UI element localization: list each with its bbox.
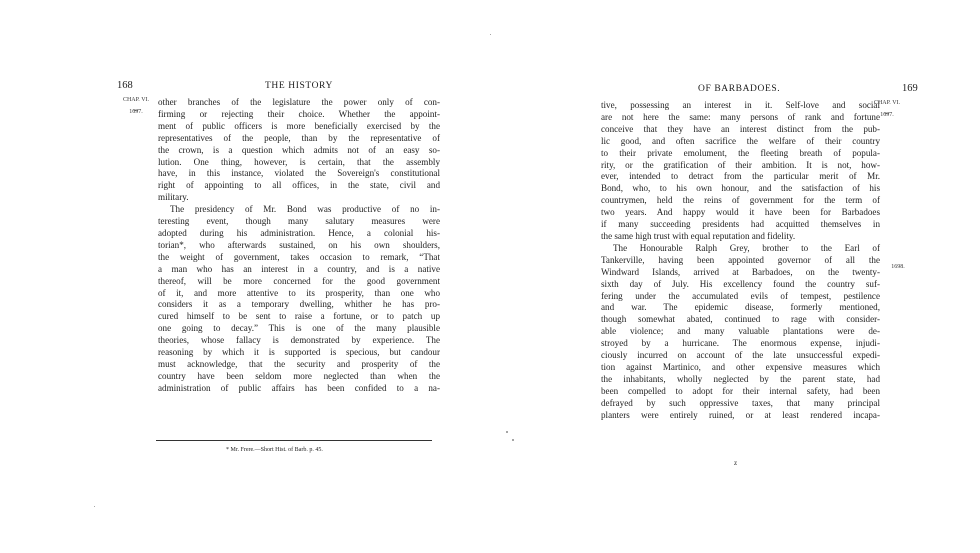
footnote-rule [156,440,432,441]
text-line: rity, or the gratification of their ambition. It is not, how- [601,159,880,170]
text-line: military. [158,192,189,203]
scan-speck [94,506,95,507]
text-line: teresting event, though many salutary measures were [158,216,440,227]
text-line: conceive that they have an interest distinct from the pub- [601,123,880,134]
brace-icon: ⏟ [884,105,890,114]
text-line: one going to decay.” This is one of the many plausible [158,323,440,334]
margin-chapter: CHAP. VI. [873,100,901,106]
text-line: tion against Martinico, and other expensive measures which [601,361,880,372]
text-line: right of appointing to all offices, in the state, civil and [158,180,440,191]
text-line: country have been seldom more neglected than when the [158,370,440,381]
text-line: lic good, and often sacrifice the welfare of their country [601,135,880,146]
text-line: defrayed by such oppressive taxes, that many principal [601,397,880,408]
text-line: the crown, is a question which admits not of an easy so- [158,144,440,155]
text-line: stroyed by a hurricane. The enormous expense, injudi- [601,338,880,349]
scan-speck [512,439,514,441]
text-line: Bond, who, to his own honour, and the satisfaction of his [601,183,880,194]
text-line: considers it as a temporary dwelling, whither he has pro- [158,299,440,310]
text-line: fering under the accumulated evils of tempest, pestilence [601,290,880,301]
text-line: the same high trust with equal reputation and fidelity. [601,230,796,241]
text-line: The presidency of Mr. Bond was productive of no in- [170,204,440,215]
text-line: though somewhat abated, continued to rage with consider- [601,314,880,325]
text-line: theories, whose fallacy is demonstrated by experience. The [158,335,440,346]
text-line: ment of public officers is more beneficially exercised by the [158,120,440,131]
text-line: are not here the same: many persons of rank and fortune [601,111,880,122]
text-line: sixth day of July. His excellency found the country suf- [601,278,880,289]
text-line: been compelled to adopt for their internal safety, had been [601,385,880,396]
body-text [601,100,880,421]
text-line: torian*, who afterwards sustained, on his own shoulders, [158,239,440,250]
text-line: must acknowledge, that the security and prosperity of the [158,358,440,369]
text-line: tive, possessing an interest in it. Self-love and social [601,100,880,110]
body-text [158,97,440,395]
text-line: Tankerville, having been appointed governor of all the [601,254,880,265]
text-line: if many succeeding presidents had acquitted themselves in [601,219,880,230]
text-line: ciously incurred on account of the late unsuccessful expedi- [601,350,880,361]
margin-note [116,97,156,116]
page-number: 169 [902,83,918,94]
text-line: firming or rejecting their choice. Whether the appoint- [158,108,440,119]
text-line: have, in this instance, violated the Sovereign's constitutional [158,168,440,179]
text-line: able violence; and many valuable plantations were de- [601,326,880,337]
text-line: to their private emolument, the fleeting breath of popula- [601,147,880,158]
text-line: and war. The epidemic disease, formerly mentioned, [601,302,880,313]
text-line: reasoning by which it is supported is specious, but candour [158,347,440,358]
margin-year: 1697. [129,109,143,115]
text-line: representatives of the people, than by the representative of [158,132,440,143]
text-line: cured himself to be sent to raise a fortune, or to patch up [158,311,440,322]
text-line: countrymen, held the reins of government for the term of [601,195,880,206]
text-line: administration of public affairs has been confided to a na- [158,382,440,393]
text-line: adopted during his administration. Hence, a colonial his- [158,227,440,238]
footnote: * Mr. Frere.—Short Hist. of Barb. p. 45. [226,447,323,453]
margin-year-2: 1698. [891,264,905,270]
scan-speck [490,34,491,35]
text-line: a man who has an interest in a country, and is a native [158,263,440,274]
text-line: other branches of the legislature the power only of con- [158,97,440,107]
running-head: OF BARBADOES. [698,84,781,94]
text-line: the inhabitants, wholly neglected by the parent state, had [601,373,880,384]
text-line: of it, and more attentive to its prosperity, than one who [158,287,440,298]
text-line: lution. One thing, however, is certain, that the assembly [158,156,440,167]
text-line: the weight of government, takes occasion to remark, “That [158,251,440,262]
signature-mark: z [734,459,738,467]
margin-chapter: CHAP. VI. [122,97,150,103]
text-line: ever, intended to detract from the particular merit of Mr. [601,171,880,182]
brace-icon: ⏟ [133,102,139,111]
running-head: THE HISTORY [265,81,333,91]
margin-year: 1697. [880,112,894,118]
text-line: thereof, will be more concerned for the good government [158,275,440,286]
scan-speck [506,431,508,433]
text-line: The Honourable Ralph Grey, brother to the Earl of [613,242,880,253]
page-number: 168 [117,80,133,91]
text-line: Windward Islands, arrived at Barbadoes, on the twenty- [601,266,880,277]
right-page [490,0,980,553]
text-line: planters were entirely ruined, or at least rendered incapa- [601,409,880,420]
text-line: two years. And happy would it have been for Barbadoes [601,207,880,218]
